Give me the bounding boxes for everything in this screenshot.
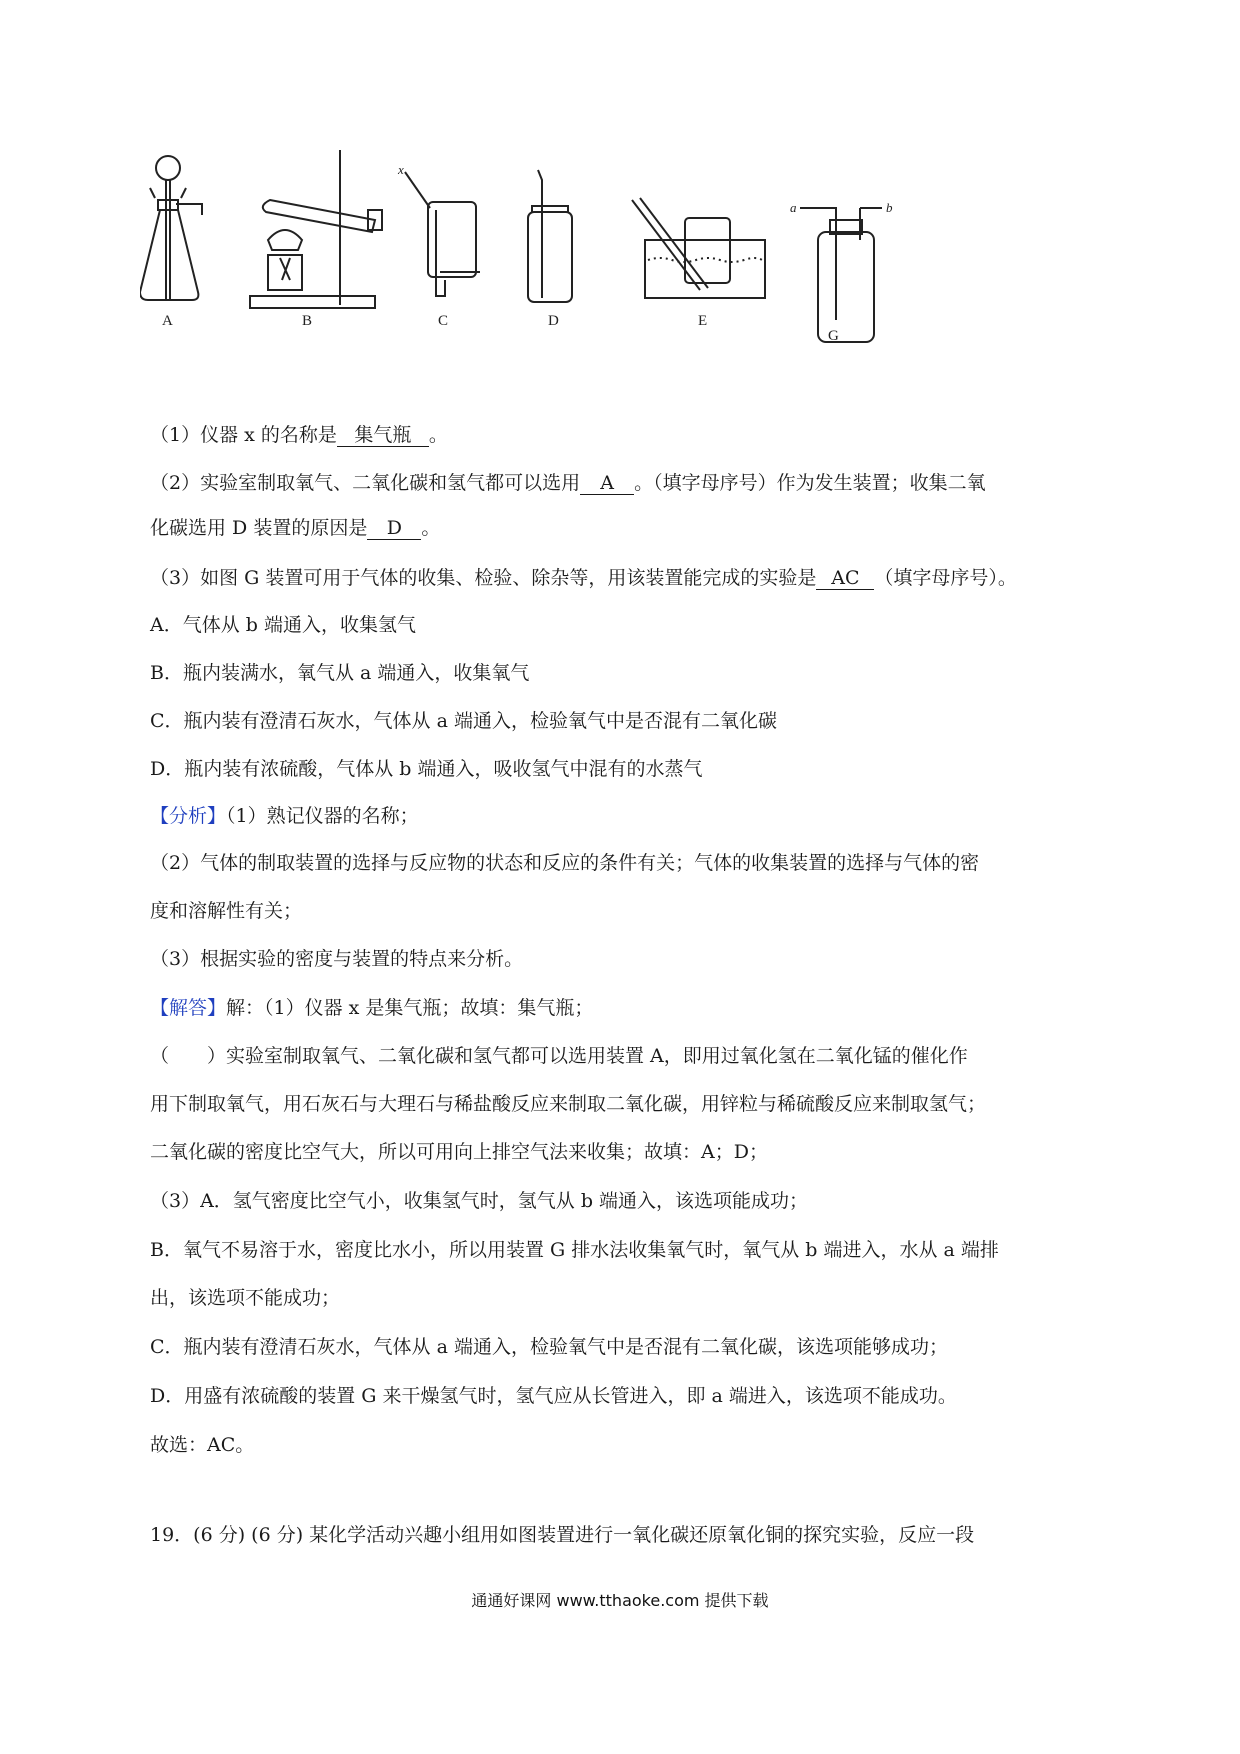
- apparatus-diagram: [140, 140, 1020, 400]
- analysis-line-4: （3）根据实验的密度与装置的特点来分析。: [150, 948, 524, 970]
- q1-text: （1）仪器 x 的名称是: [150, 424, 337, 446]
- solution-line-1: [150, 995, 1110, 1021]
- apparatus-d: [528, 170, 572, 302]
- q3-answer: AC: [816, 567, 874, 590]
- question-19: 19．(6 分) (6 分) 某化学活动兴趣小组用如图装置进行一氧化碳还原氧化铜的探究实验，反应一段: [150, 1524, 975, 1546]
- label-a-end: a: [790, 200, 797, 215]
- solution-line-7: 出，该选项不能成功；: [150, 1287, 341, 1309]
- apparatus-figure: [140, 140, 1020, 400]
- label-a: A: [162, 313, 173, 329]
- option-b: B．瓶内装满水，氧气从 a 端通入，收集氧气: [150, 662, 530, 684]
- analysis-line-2: （2）气体的制取装置的选择与反应物的状态和反应的条件有关；气体的收集装置的选择与气体的密: [150, 852, 980, 874]
- q2-text-2b: 。: [421, 517, 441, 539]
- solution-line-3: 用下制取氧气，用石灰石与大理石与稀盐酸反应来制取二氧化碳，用锌粒与稀硫酸反应来制取氢气；: [150, 1093, 987, 1115]
- solution-line-4: 二氧化碳的密度比空气大，所以可用向上排空气法来收集；故填：A；D；: [150, 1141, 768, 1163]
- q3-post: （填字母序号）。: [874, 567, 1017, 589]
- apparatus-c: [405, 172, 480, 296]
- analysis-line-3: 度和溶解性有关；: [150, 900, 303, 922]
- q2-answer-2: D: [367, 517, 421, 540]
- question-2-line-1: [150, 470, 1110, 496]
- analysis-text-1: （1）熟记仪器的名称；: [226, 805, 419, 827]
- q3-text: （3）如图 G 装置可用于气体的收集、检验、除杂等，用该装置能完成的实验是: [150, 567, 817, 589]
- label-b: B: [302, 313, 313, 329]
- question-3: [150, 565, 1110, 591]
- label-x: x: [398, 162, 404, 177]
- label-d: D: [548, 313, 559, 329]
- option-a: A．气体从 b 端通入，收集氢气: [150, 614, 416, 636]
- label-b-end: b: [886, 200, 893, 215]
- analysis-line-1: [150, 803, 1110, 829]
- solution-line-10: 故选：AC。: [150, 1434, 255, 1456]
- solution-line-6: B．氧气不易溶于水，密度比水小，所以用装置 G 排水法收集氧气时，氧气从 b 端进入，水从 a 端排: [150, 1239, 999, 1261]
- apparatus-a: [140, 156, 202, 300]
- q1-answer: 集气瓶: [337, 424, 429, 447]
- q2-text-1b: 。（填字母序号）作为发生装置；收集二氧: [634, 472, 986, 494]
- solution-line-2: （ ）实验室制取氧气、二氧化碳和氢气都可以选用装置 A，即用过氧化氢在二氧化锰的催化作: [150, 1045, 968, 1067]
- label-e: E: [698, 313, 708, 329]
- solution-tag: 【解答】: [150, 997, 227, 1019]
- question-2-line-2: [150, 515, 1110, 541]
- option-d: D．瓶内装有浓硫酸，气体从 b 端通入，吸收氢气中混有的水蒸气: [150, 758, 703, 780]
- q2-answer-1: A: [580, 472, 634, 495]
- q1-post: 。: [428, 424, 448, 446]
- question-1: [150, 422, 1110, 448]
- apparatus-b: [250, 150, 382, 308]
- q2-text-2: 化碳选用 D 装置的原因是: [150, 517, 368, 539]
- q2-text-1: （2）实验室制取氧气、二氧化碳和氢气都可以选用: [150, 472, 581, 494]
- solution-line-8: C．瓶内装有澄清石灰水，气体从 a 端通入，检验氧气中是否混有二氧化碳，该选项能够成功；: [150, 1336, 948, 1358]
- solution-line-5: （3）A．氢气密度比空气小，收集氢气时，氢气从 b 端通入，该选项能成功；: [150, 1190, 809, 1212]
- apparatus-e: [632, 198, 765, 298]
- label-g: G: [828, 328, 839, 344]
- option-c: C．瓶内装有澄清石灰水，气体从 a 端通入，检验氧气中是否混有二氧化碳: [150, 710, 777, 732]
- apparatus-g: [800, 208, 882, 342]
- footer-download-note: 通通好课网 www.tthaoke.com 提供下载: [471, 1591, 769, 1610]
- label-c: C: [438, 313, 449, 329]
- solution-text-1: 解：（1）仪器 x 是集气瓶；故填：集气瓶；: [226, 997, 594, 1019]
- solution-line-9: D．用盛有浓硫酸的装置 G 来干燥氢气时，氢气应从长管进入，即 a 端进入，该选项不能成功。: [150, 1385, 957, 1407]
- analysis-tag: 【分析】: [150, 805, 227, 827]
